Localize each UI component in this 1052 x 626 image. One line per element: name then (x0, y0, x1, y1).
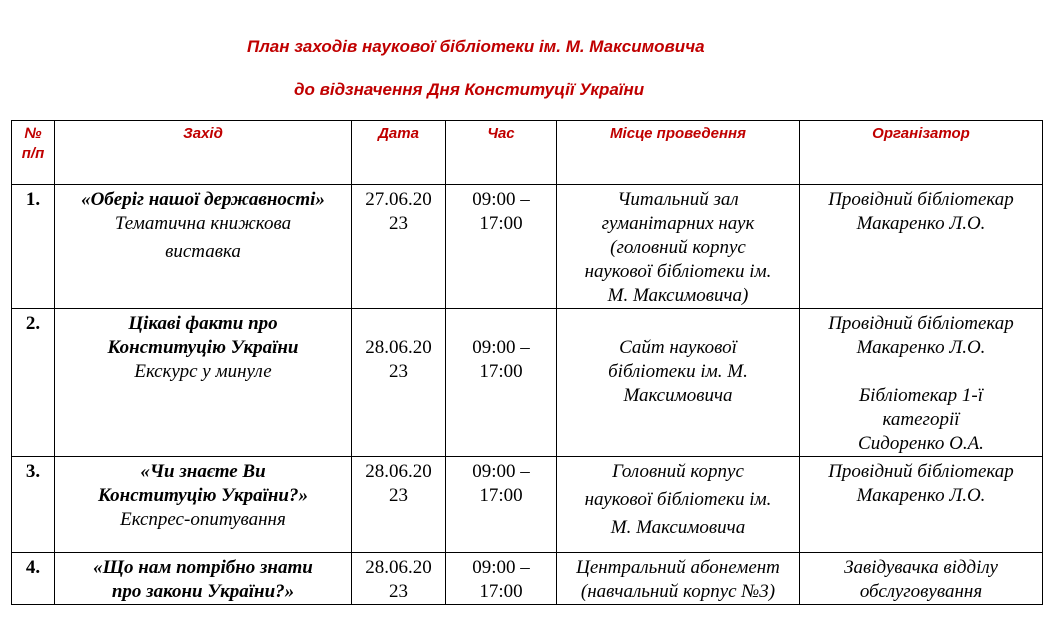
table-header-row (12, 121, 1043, 185)
row-number: 3. (12, 457, 55, 553)
header-num-line: № (24, 125, 42, 142)
place-cell (557, 553, 800, 605)
place-cell (557, 185, 800, 309)
place-line: Сайт наукової (619, 337, 737, 358)
header-place: Місце проведення (557, 121, 800, 185)
event-type: Експрес-опитування (120, 509, 286, 530)
event-type: Екскурс у минуле (134, 361, 272, 382)
event-type: Тематична книжкова (114, 213, 292, 234)
organizer-line: Завідувачка відділу (844, 557, 998, 578)
organizer-cell (800, 309, 1043, 457)
row-number: 1. (12, 185, 55, 309)
time-line: 09:00 – (472, 557, 530, 578)
place-line: (головний корпус (610, 237, 746, 258)
time-line: 17:00 (479, 485, 523, 506)
event-type: виставка (165, 241, 241, 262)
event-title: Конституцію України?» (98, 485, 308, 506)
event-title: «Що нам потрібно знати (93, 557, 313, 578)
date-cell (352, 457, 446, 553)
organizer-line: Бібліотекар 1-ї (858, 385, 984, 406)
document-title-line1: План заходів наукової бібліотеки ім. М. Максимовича (247, 37, 705, 56)
event-cell (55, 185, 352, 309)
header-num-line: п/п (21, 145, 45, 162)
organizer-line: Провідний бібліотекар (828, 313, 1014, 334)
table-row (12, 457, 1043, 553)
table-row (12, 185, 1043, 309)
place-cell (557, 309, 800, 457)
event-title: «Чи знаєте Ви (140, 461, 266, 482)
time-cell (446, 553, 557, 605)
place-line: Читальний зал (617, 189, 739, 210)
place-line: Головний корпус (612, 461, 744, 482)
place-line: бібліотеки ім. М. (608, 361, 748, 382)
time-line: 09:00 – (472, 189, 530, 210)
event-cell (55, 457, 352, 553)
spacer (800, 360, 1042, 384)
date-line: 23 (389, 361, 408, 382)
time-line: 17:00 (479, 581, 523, 602)
header-num (12, 121, 55, 185)
header-time: Час (446, 121, 557, 185)
organizer-line: Провідний бібліотекар (828, 189, 1014, 210)
place-cell (557, 457, 800, 553)
organizer-line: Макаренко Л.О. (856, 213, 986, 234)
event-title: Цікаві факти про (128, 313, 278, 334)
organizer-line: Макаренко Л.О. (856, 337, 986, 358)
event-title: про закони України?» (111, 581, 295, 602)
header-organizer: Організатор (800, 121, 1043, 185)
date-cell (352, 553, 446, 605)
organizer-cell (800, 185, 1043, 309)
date-line: 23 (389, 581, 408, 602)
organizer-cell (800, 553, 1043, 605)
place-line: М. Максимовича) (607, 285, 749, 306)
time-cell (446, 309, 557, 457)
time-line: 17:00 (479, 361, 523, 382)
time-line: 09:00 – (472, 461, 530, 482)
date-line: 27.06.20 (365, 189, 432, 210)
event-cell (55, 309, 352, 457)
event-title: «Оберіг нашої державності» (81, 189, 325, 210)
date-cell (352, 185, 446, 309)
header-date: Дата (352, 121, 446, 185)
event-cell (55, 553, 352, 605)
row-number: 2. (12, 309, 55, 457)
date-cell (352, 309, 446, 457)
date-line: 28.06.20 (365, 557, 432, 578)
date-line: 23 (389, 213, 408, 234)
organizer-line: категорії (882, 409, 960, 430)
date-line: 28.06.20 (365, 337, 432, 358)
place-line: наукової бібліотеки ім. (584, 489, 772, 510)
document-title-line2: до відзначення Дня Конституції України (294, 80, 645, 99)
place-line: гуманітарних наук (601, 213, 755, 234)
time-cell (446, 457, 557, 553)
place-line: наукової бібліотеки ім. (584, 261, 772, 282)
organizer-line: обслуговування (859, 581, 983, 602)
place-line: Максимовича (623, 385, 733, 406)
place-line: (навчальний корпус №3) (580, 581, 776, 602)
place-line: М. Максимовича (610, 517, 746, 538)
time-line: 09:00 – (472, 337, 530, 358)
table-row (12, 309, 1043, 457)
header-event: Захід (55, 121, 352, 185)
date-line: 23 (389, 485, 408, 506)
row-number: 4. (12, 553, 55, 605)
events-table (11, 120, 1043, 605)
place-line: Центральний абонемент (576, 557, 780, 578)
time-cell (446, 185, 557, 309)
event-title: Конституцію України (107, 337, 299, 358)
organizer-line: Макаренко Л.О. (856, 485, 986, 506)
organizer-line: Сидоренко О.А. (858, 433, 984, 454)
table-row (12, 553, 1043, 605)
time-line: 17:00 (479, 213, 523, 234)
organizer-line: Провідний бібліотекар (828, 461, 1014, 482)
date-line: 28.06.20 (365, 461, 432, 482)
organizer-cell (800, 457, 1043, 553)
